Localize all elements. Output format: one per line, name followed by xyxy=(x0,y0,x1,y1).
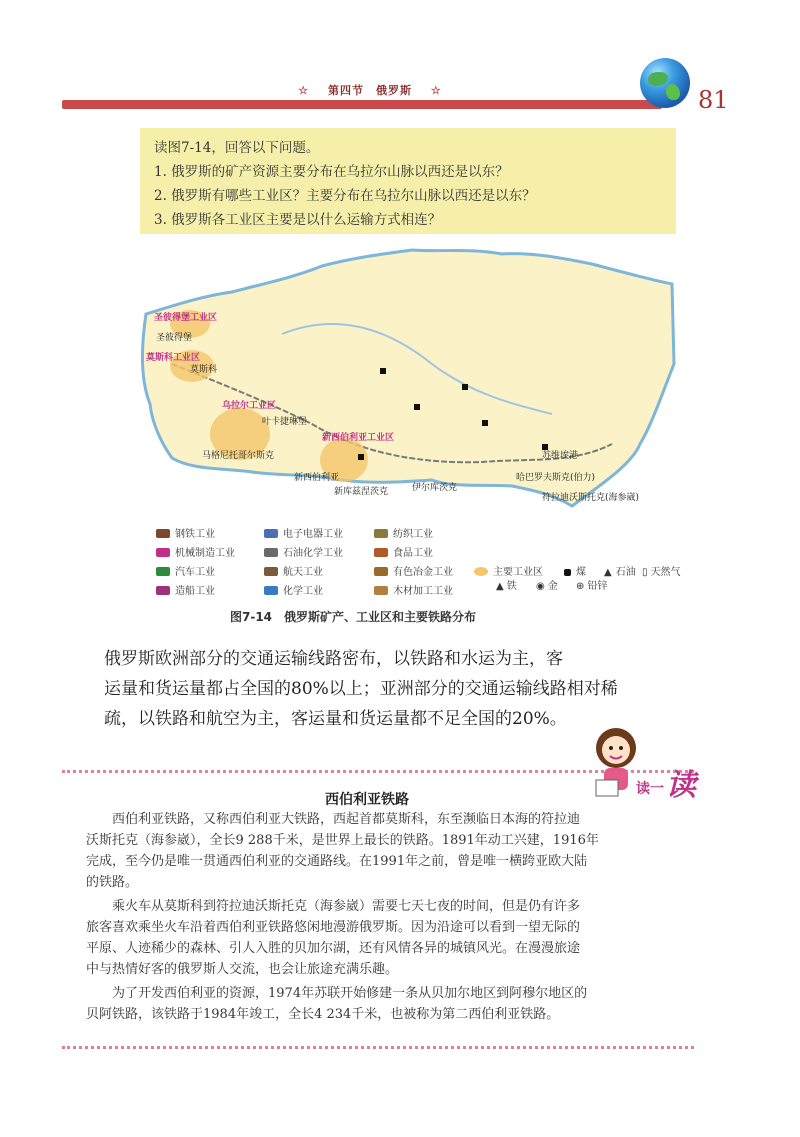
legend-machinery: 机械制造工业 xyxy=(156,544,235,559)
header-bar xyxy=(62,100,662,109)
gold-icon: ◉ xyxy=(536,581,545,592)
reading-para-3-line-2: 贝阿铁路，该铁路于1984年竣工，全长4 234千米，也被称为第二西伯利亚铁路。 xyxy=(86,1007,560,1022)
machinery-icon xyxy=(156,548,170,557)
question-2: 2. 俄罗斯有哪些工业区？主要分布在乌拉尔山脉以西还是以东？ xyxy=(154,188,536,204)
reading-para-1-line-2: 沃斯托克（海参崴），全长9 288千米，是世界上最长的铁路。1891年动工兴建，1916年 xyxy=(86,833,599,848)
reading-para-1-line-1: 西伯利亚铁路，又称西伯利亚大铁路，西起首都莫斯科，东至濒临日本海的符拉迪 xyxy=(86,812,581,827)
reading-para-2-line-3: 平原、人迹稀少的森林、引人入胜的贝加尔湖，还有风情各异的城镇风光。在漫漫旅途 xyxy=(86,941,581,956)
textile-icon xyxy=(374,529,388,538)
reading-badge-big: 读 xyxy=(666,768,696,803)
lead-zinc-icon: ⊕ xyxy=(576,581,585,592)
legend-timber: 木材加工工业 xyxy=(374,582,453,597)
oil-icon: ▲ xyxy=(604,567,612,578)
city-moscow: 莫斯科 xyxy=(190,365,218,375)
chemical-icon xyxy=(264,586,278,595)
reading-para-3-line-1: 为了开发西伯利亚的资源，1974年苏联开始修建一条从贝加尔地区到阿穆尔地区的 xyxy=(86,986,588,1001)
legend-textile: 纺织工业 xyxy=(374,525,433,540)
reading-para-1-line-3: 完成，至今仍是唯一贯通西伯利亚的交通路线。在1991年之前，曾是唯一横跨亚欧大陆 xyxy=(86,854,588,869)
star-right-icon: ☆ xyxy=(430,84,442,97)
city-novosibirsk: 新西伯利亚 xyxy=(294,473,340,483)
legend-industrial-zone: 主要工业区 xyxy=(474,563,543,578)
legend-food: 食品工业 xyxy=(374,544,433,559)
reading-para-2-line-4: 中与热情好客的俄罗斯人交流，也会让旅途充满乐趣。 xyxy=(86,962,399,977)
city-magnitogorsk: 马格尼托哥尔斯克 xyxy=(202,451,275,461)
iron-icon: ▲ xyxy=(496,581,504,592)
city-vladivostok: 符拉迪沃斯托克(海参崴) xyxy=(542,493,640,503)
globe-icon xyxy=(640,58,690,108)
reading-para-2-line-1: 乘火车从莫斯科到符拉迪沃斯托克（海参崴）需要七天七夜的时间，但是仍有许多 xyxy=(86,899,581,914)
legend-petrochem: 石油化学工业 xyxy=(264,544,343,559)
question-intro: 读图7-14，回答以下问题。 xyxy=(154,140,320,156)
reading-para-2-line-2: 旅客喜欢乘坐火车沿着西伯利亚铁路悠闲地漫游俄罗斯。因为沿途可以看到一望无际的 xyxy=(86,920,581,935)
map-legend xyxy=(156,525,681,605)
star-left-icon: ☆ xyxy=(298,84,310,97)
legend-steel: 钢铁工业 xyxy=(156,525,215,540)
city-sovetskaya-gavan: 苏维埃港 xyxy=(542,451,579,461)
industrial-zone-icon xyxy=(474,567,488,576)
city-yekaterinburg: 叶卡捷琳堡 xyxy=(262,417,308,427)
steel-icon xyxy=(156,529,170,538)
section-title: 第四节 俄罗斯 xyxy=(328,84,412,97)
gas-icon: ▯ xyxy=(642,567,648,578)
city-spb: 圣彼得堡 xyxy=(156,333,193,343)
petrochem-icon xyxy=(264,548,278,557)
figure-caption: 图7-14 俄罗斯矿产、工业区和主要铁路分布 xyxy=(230,610,477,624)
legend-gold: ◉ 金 xyxy=(536,581,558,592)
label-moscow-zone: 莫斯科工业区 xyxy=(146,353,201,363)
question-1: 1. 俄罗斯的矿产资源主要分布在乌拉尔山脉以西还是以东？ xyxy=(154,164,509,180)
timber-icon xyxy=(374,586,388,595)
label-ural-zone: 乌拉尔工业区 xyxy=(222,401,277,411)
city-khabarovsk: 哈巴罗夫斯克(伯力) xyxy=(516,473,596,483)
legend-nonferrous: 有色冶金工业 xyxy=(374,563,453,578)
shipbuilding-icon xyxy=(156,586,170,595)
city-novokuznetsk: 新库兹涅茨克 xyxy=(334,487,389,497)
legend-lead-zinc: ⊕ 铅锌 xyxy=(576,581,608,592)
city-irkutsk: 伊尔库茨克 xyxy=(412,483,458,493)
food-icon xyxy=(374,548,388,557)
body-line-2: 运量和货运量都占全国的80%以上；亚洲部分的交通运输线路相对稀 xyxy=(104,679,618,699)
aerospace-icon xyxy=(264,567,278,576)
electronics-icon xyxy=(264,529,278,538)
legend-shipbuilding: 造船工业 xyxy=(156,582,215,597)
reading-badge-small: 读一 xyxy=(636,781,664,797)
legend-coal: 煤 xyxy=(564,563,586,578)
legend-chemical: 化学工业 xyxy=(264,582,323,597)
legend-auto: 汽车工业 xyxy=(156,563,215,578)
dotted-divider-bottom xyxy=(62,1046,694,1049)
legend-aerospace: 航天工业 xyxy=(264,563,323,578)
legend-iron: ▲ 铁 xyxy=(496,581,517,592)
body-line-3: 疏，以铁路和航空为主，客运量和货运量都不足全国的20%。 xyxy=(104,709,567,729)
russia-map xyxy=(132,244,676,520)
nonferrous-icon xyxy=(374,567,388,576)
body-line-1: 俄罗斯欧洲部分的交通运输线路密布，以铁路和水运为主，客 xyxy=(104,649,563,669)
label-spb-zone: 圣彼得堡工业区 xyxy=(154,313,218,323)
reading-para-1-line-4: 的铁路。 xyxy=(86,875,139,890)
page-number: 81 xyxy=(698,86,729,114)
auto-icon xyxy=(156,567,170,576)
question-3: 3. 俄罗斯各工业区主要是以什么运输方式相连？ xyxy=(154,212,442,228)
question-box xyxy=(140,128,676,234)
label-novosibirsk-zone: 新西伯利亚工业区 xyxy=(322,433,395,443)
legend-electronics: 电子电器工业 xyxy=(264,525,343,540)
reading-title: 西伯利亚铁路 xyxy=(325,792,409,808)
coal-icon xyxy=(564,569,571,576)
running-header xyxy=(270,82,470,98)
legend-oil: ▲ 石油 xyxy=(604,567,636,578)
legend-gas: ▯ 天然气 xyxy=(642,567,681,578)
